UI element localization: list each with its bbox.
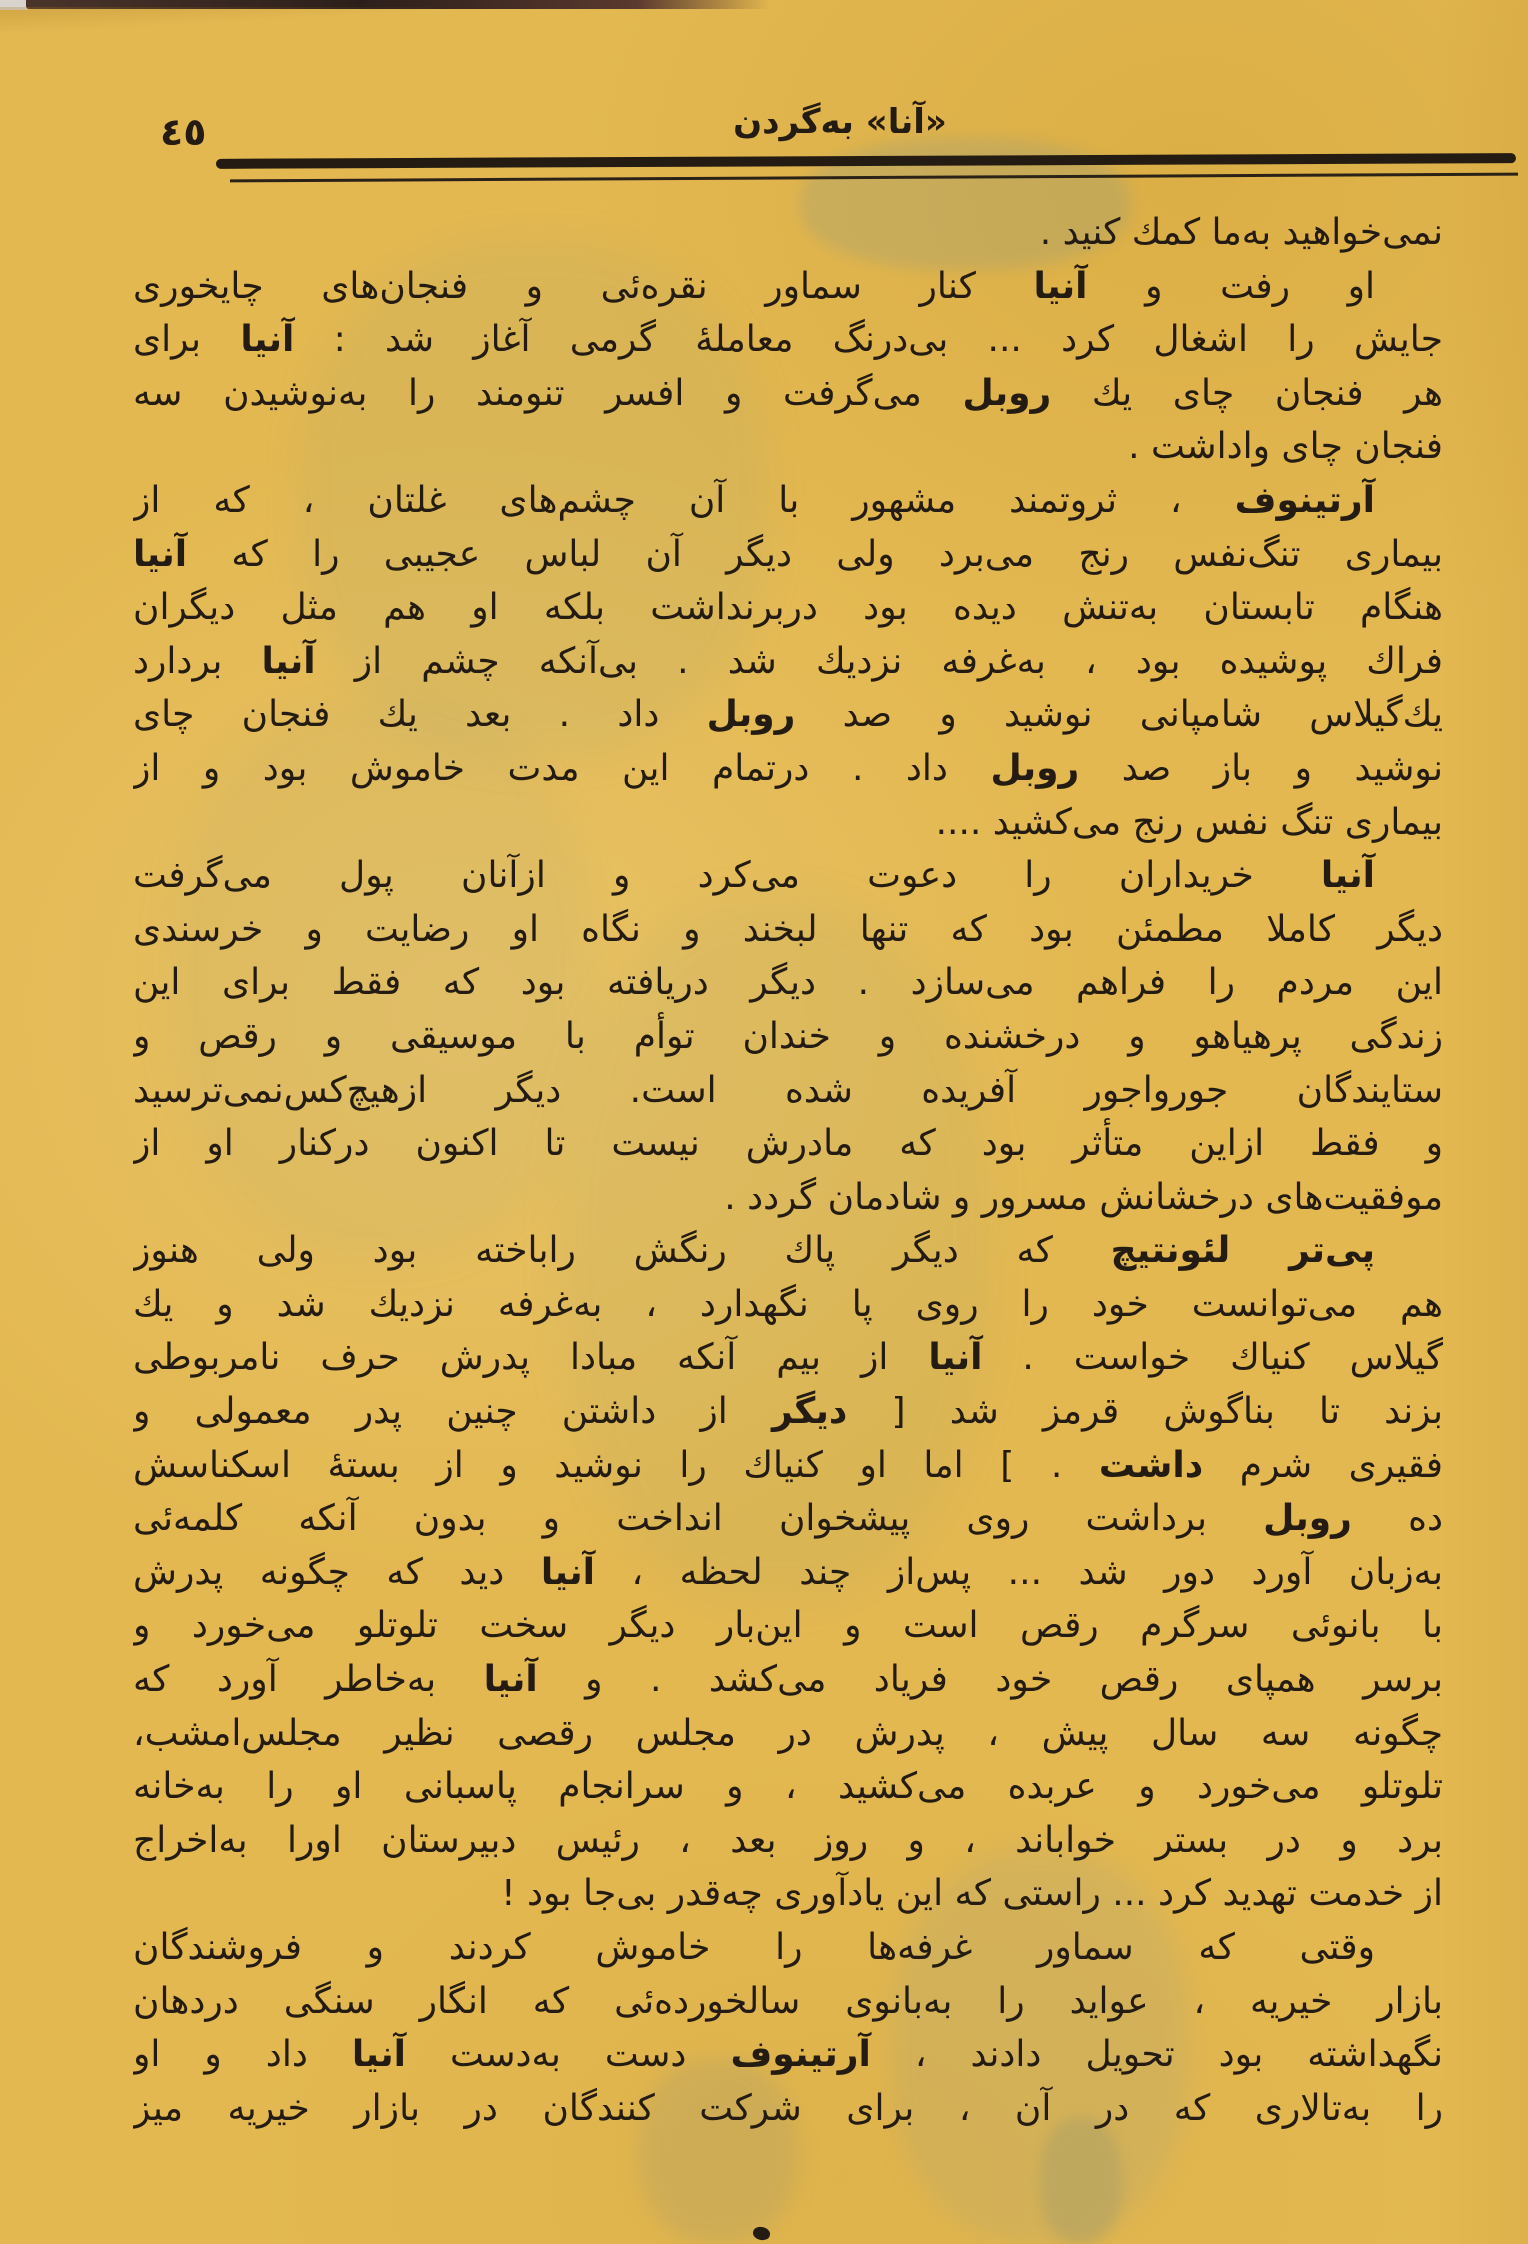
paragraph	[133, 1921, 1443, 2135]
bold-word: پی‌تر لئونتیچ	[1110, 1230, 1375, 1272]
text-segment: كنار سماور نقره‌ئی و فنجان‌های چایخوری	[133, 265, 1034, 307]
text-line	[133, 1278, 1443, 1332]
text-segment: برسر همپای رقص خود فریاد می‌كشد . و	[537, 1659, 1443, 1701]
text-line	[133, 1117, 1443, 1171]
text-line	[133, 528, 1443, 582]
text-line	[133, 849, 1443, 903]
text-segment: فنجان چای واداشت .	[1128, 426, 1443, 468]
text-line	[133, 420, 1443, 474]
text-segment: كه دیگر پاك رنگش راباخته بود ولی هنوز	[133, 1230, 1111, 1272]
text-segment: بردارد	[133, 640, 262, 682]
text-line	[133, 1867, 1443, 1921]
text-segment: هنگام تابستان به‌تنش دیده بود دربرنداشت بلكه او هم مثل دیگران	[133, 587, 1443, 629]
text-line	[133, 688, 1443, 742]
text-line	[133, 206, 1443, 260]
text-segment: ستایندگان جورواجور آفریده شده است. دیگر ازهیچ‌كس‌نمی‌ترسید	[133, 1069, 1443, 1111]
bold-word: آنیا	[240, 319, 295, 361]
text-segment: فقیری شرم	[1203, 1444, 1443, 1486]
text-line	[133, 1814, 1443, 1868]
body-text	[133, 206, 1443, 2135]
text-segment: یك‌گیلاس شامپانی نوشید و صد	[795, 694, 1443, 736]
text-line	[133, 474, 1443, 528]
text-segment: . ] اما او كنیاك را نوشید و از بستهٔ اسكناسش	[133, 1444, 1099, 1486]
text-line	[133, 1760, 1443, 1814]
show-through-mark	[1040, 2118, 1122, 2244]
text-segment: با بانوئی سرگرم رقص است و این‌بار دیگر سخت تلوتلو می‌خورد و	[133, 1605, 1443, 1647]
text-line	[133, 1653, 1443, 1707]
text-segment: چگونه سه سال پیش ، پدرش در مجلس رقصی نظیر مجلس‌امشب،	[133, 1712, 1443, 1754]
text-line	[133, 742, 1443, 796]
text-line	[133, 1546, 1443, 1600]
text-line	[133, 903, 1443, 957]
text-segment: نگهداشته بود تحویل دادند ،	[870, 2034, 1443, 2076]
text-line	[133, 1492, 1443, 1546]
text-line	[133, 956, 1443, 1010]
text-segment: فراك پوشیده بود ، به‌غرفه نزدیك شد . بی‌آنكه چشم از	[315, 640, 1443, 682]
header-rule-thick	[216, 153, 1516, 169]
bold-word: آنیا	[483, 1659, 538, 1701]
text-segment: تلوتلو می‌خورد و عربده می‌كشید ، و سرانجام پاسبانی او را به‌خانه	[133, 1766, 1443, 1808]
text-segment: برد و در بستر خواباند ، و روز بعد ، رئیس دبیرستان اورا به‌اخراج	[133, 1819, 1443, 1861]
bold-word: آنیا	[1033, 265, 1088, 307]
text-line	[133, 1439, 1443, 1493]
text-segment: داد . درتمام این مدت خاموش بود و از	[133, 747, 991, 789]
text-segment: هر فنجان چای یك	[1051, 372, 1443, 414]
text-segment: دست به‌دست	[405, 2034, 731, 2076]
text-segment: از داشتن چنین پدر معمولی و	[133, 1391, 772, 1433]
text-line	[133, 2028, 1443, 2082]
bold-word: آنیا	[540, 1551, 595, 1593]
text-segment: هم می‌توانست خود را روی پا نگهدارد ، به‌غرفه نزدیك شد و یك	[133, 1283, 1443, 1325]
text-segment: دیگر كاملا مطمئن بود كه تنها لبخند و نگاه او رضایت و خرسندی	[133, 908, 1443, 950]
bold-word: دیگر	[771, 1391, 848, 1433]
text-segment: برداشت روی پیشخوان انداخت و بدون آنكه كلمه‌ئی	[133, 1498, 1264, 1540]
text-segment: موفقیت‌های درخشانش مسرور و شادمان گردد .	[724, 1176, 1443, 1218]
running-title: «آنا» به‌گردن	[733, 102, 947, 142]
text-segment: می‌گرفت و افسر تنومند را به‌نوشیدن سه	[133, 372, 963, 414]
text-line	[133, 796, 1443, 850]
text-line	[133, 2082, 1443, 2136]
header-rule-thin	[230, 173, 1518, 183]
paragraph	[133, 1224, 1443, 1921]
text-line	[133, 1224, 1443, 1278]
text-line	[133, 1707, 1443, 1761]
text-segment: زندگی پرهیاهو و درخشنده و خندان توأم با موسیقی و رقص و	[133, 1015, 1443, 1057]
text-segment: و فقط ازاین متأثر بود كه مادرش نیست تا اكنون دركنار او از	[133, 1123, 1443, 1165]
text-line	[133, 1975, 1443, 2029]
text-segment: نمی‌خواهید به‌ما كمك كنید .	[1039, 212, 1443, 253]
bold-word: روبل	[706, 694, 796, 736]
text-segment: را به‌تالاری كه در آن ، برای شركت كنندگان در بازار خیریه میز	[133, 2087, 1443, 2129]
bold-word: آنیا	[351, 2034, 406, 2076]
text-segment: برای	[133, 319, 241, 361]
text-line	[133, 1064, 1443, 1118]
text-segment: دید كه چگونه پدرش	[133, 1551, 541, 1593]
text-line	[133, 1921, 1443, 1975]
text-line	[133, 260, 1443, 314]
text-segment: از خدمت تهدید كرد ... راستی كه این یادآوری چه‌قدر بی‌جا بود !	[501, 1873, 1443, 1915]
text-segment: داد و او	[133, 2034, 352, 2076]
bold-word: آنیا	[1320, 855, 1375, 897]
text-line	[133, 581, 1443, 635]
bold-word: روبل	[1263, 1498, 1352, 1540]
paragraph	[133, 474, 1443, 849]
bold-word: آنیا	[133, 533, 188, 575]
bold-word: روبل	[962, 372, 1052, 414]
page-number: ٤٥	[160, 110, 207, 154]
paper-fold-shadow	[0, 7, 430, 31]
bold-word: آنیا	[261, 640, 316, 682]
text-segment: نوشید و باز صد	[1079, 747, 1443, 789]
text-segment: بیماری تنگ نفس رنج می‌كشید ....	[935, 801, 1443, 843]
bold-word: آنیا	[928, 1337, 983, 1379]
text-line	[133, 367, 1443, 421]
text-line	[133, 1010, 1443, 1064]
text-line	[133, 1599, 1443, 1653]
text-segment: بزند تا بناگوش قرمز شد [	[847, 1391, 1443, 1433]
text-segment: بازار خیریه ، عواید را به‌بانوی سالخورده‌ئی كه انگار سنگی دردهان	[133, 1980, 1443, 2022]
text-segment: به‌زبان آورد دور شد ... پس‌از چند لحظه ،	[594, 1551, 1443, 1593]
text-segment: داد . بعد یك فنجان چای	[133, 694, 707, 736]
text-segment: خریداران را دعوت می‌كرد و ازآنان پول می‌گرفت	[133, 855, 1321, 897]
paragraph	[133, 260, 1443, 474]
paragraph	[133, 206, 1443, 260]
text-segment: به‌خاطر آورد كه	[133, 1659, 484, 1701]
text-segment: بیماری تنگ‌نفس رنج می‌برد ولی دیگر آن لباس عجیبی را كه	[187, 533, 1443, 575]
text-line	[133, 1385, 1443, 1439]
bold-word: داشت	[1098, 1444, 1204, 1486]
text-segment: گیلاس كنیاك خواست .	[982, 1337, 1443, 1379]
text-line	[133, 1331, 1443, 1385]
bold-word: آرتینوف	[1234, 479, 1375, 521]
text-line	[133, 1171, 1443, 1225]
bold-word: آرتینوف	[730, 2034, 871, 2076]
paragraph	[133, 849, 1443, 1224]
text-segment: جایش را اشغال كرد ... بی‌درنگ معاملهٔ گرمی آغاز شد :	[294, 319, 1443, 361]
text-segment: او رفت و	[1087, 265, 1376, 307]
text-line	[133, 635, 1443, 689]
cutoff-ink-dot	[752, 2225, 771, 2241]
text-line	[133, 313, 1443, 367]
text-segment: وقتی كه سماور غرفه‌ها را خاموش كردند و فروشندگان	[133, 1927, 1375, 1968]
text-segment: ، ثروتمند مشهور با آن چشم‌های غلتان ، كه از	[133, 479, 1235, 521]
text-segment: از بیم آنكه مبادا پدرش حرف نامربوطی	[133, 1337, 929, 1379]
text-segment: ده	[1351, 1498, 1443, 1540]
bold-word: روبل	[990, 747, 1080, 789]
text-segment: این مردم را فراهم می‌سازد . دیگر دریافته بود كه فقط برای این	[133, 962, 1443, 1004]
